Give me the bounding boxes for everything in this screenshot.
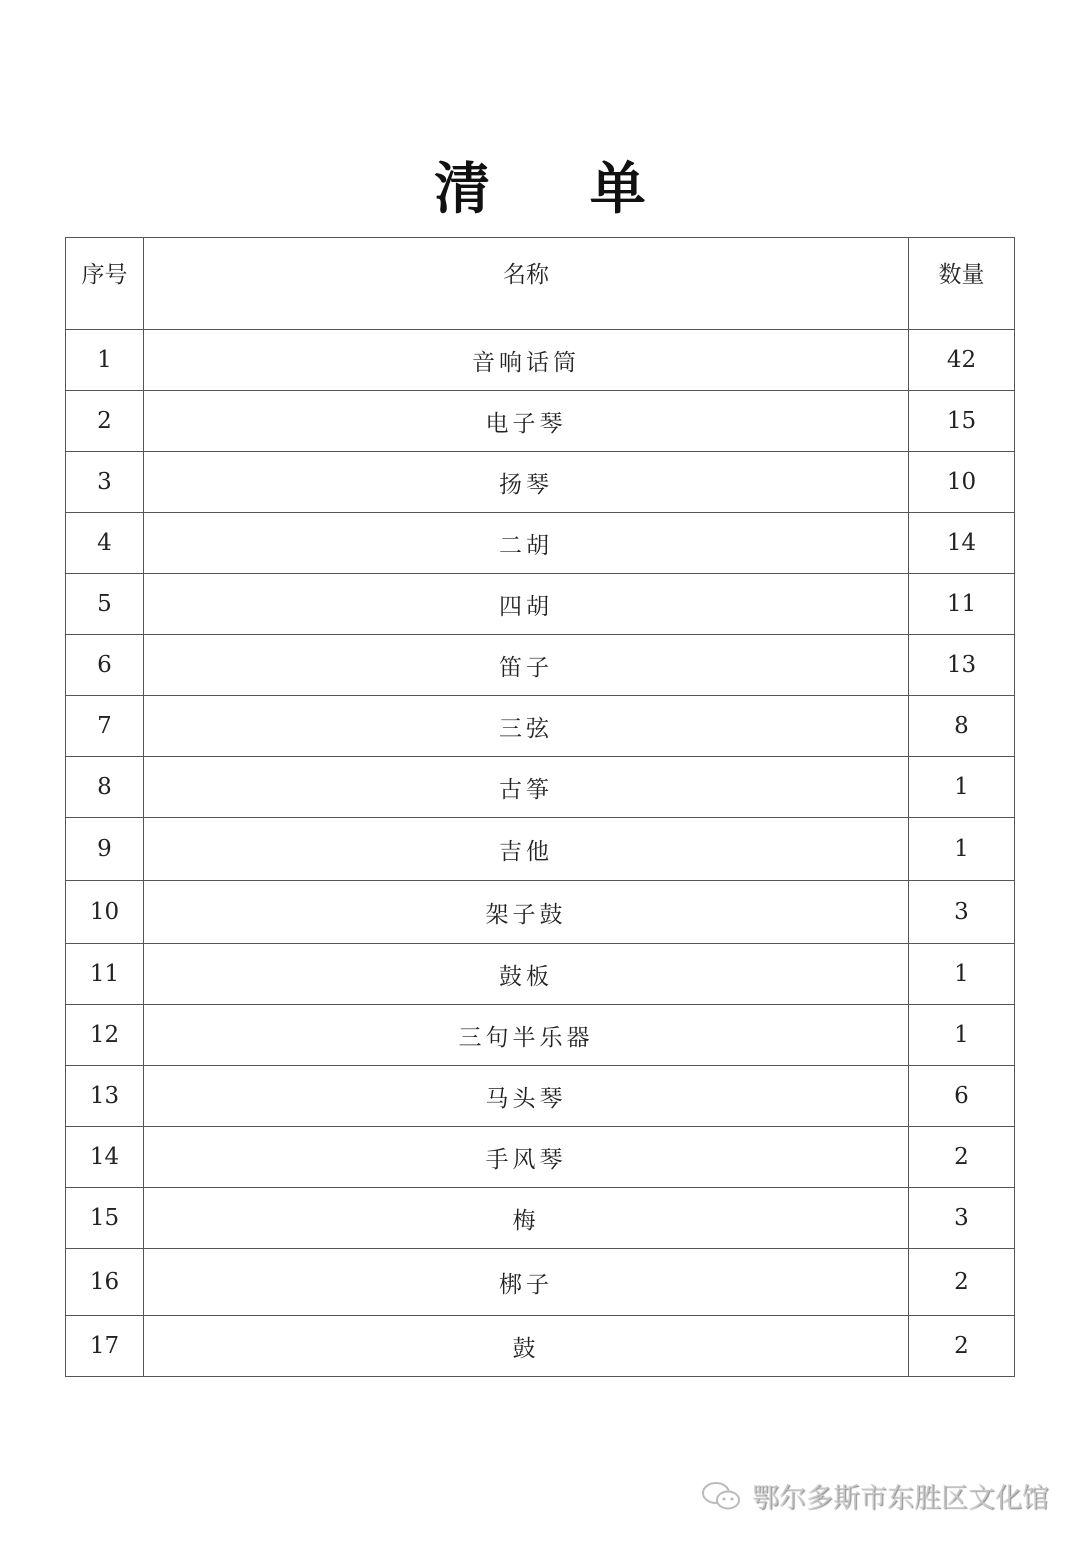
row-index: 7 [66, 696, 144, 757]
row-name: 鼓板 [144, 944, 909, 1005]
table-row [66, 452, 1015, 513]
row-quantity: 15 [909, 391, 1015, 452]
page-title: 清 单 [434, 156, 686, 222]
table-row [66, 330, 1015, 391]
table-row [66, 881, 1015, 944]
row-index: 12 [66, 1005, 144, 1066]
table-row [66, 1249, 1015, 1316]
row-name: 梅 [144, 1188, 909, 1249]
row-index: 6 [66, 635, 144, 696]
table-row [66, 574, 1015, 635]
row-quantity: 11 [909, 574, 1015, 635]
row-name: 古筝 [144, 757, 909, 818]
row-quantity: 10 [909, 452, 1015, 513]
header-name: 名称 [144, 238, 909, 330]
watermark [700, 1476, 1049, 1515]
table-row [66, 1188, 1015, 1249]
row-index: 16 [66, 1249, 144, 1316]
row-quantity: 6 [909, 1066, 1015, 1127]
row-quantity: 1 [909, 1005, 1015, 1066]
table-row [66, 391, 1015, 452]
table-row [66, 944, 1015, 1005]
row-name: 手风琴 [144, 1127, 909, 1188]
row-index: 3 [66, 452, 144, 513]
row-name: 二胡 [144, 513, 909, 574]
table-header-row [66, 238, 1015, 330]
row-name: 架子鼓 [144, 881, 909, 944]
row-name: 扬琴 [144, 452, 909, 513]
table-row [66, 1127, 1015, 1188]
row-name: 马头琴 [144, 1066, 909, 1127]
table-row [66, 1316, 1015, 1377]
row-name: 笛子 [144, 635, 909, 696]
row-name: 四胡 [144, 574, 909, 635]
row-quantity: 1 [909, 944, 1015, 1005]
row-index: 15 [66, 1188, 144, 1249]
table-row [66, 757, 1015, 818]
row-index: 9 [66, 818, 144, 881]
row-index: 14 [66, 1127, 144, 1188]
row-index: 13 [66, 1066, 144, 1127]
header-quantity: 数量 [909, 238, 1015, 330]
row-name: 梆子 [144, 1249, 909, 1316]
row-quantity: 13 [909, 635, 1015, 696]
wechat-icon [700, 1481, 744, 1511]
row-index: 4 [66, 513, 144, 574]
row-index: 1 [66, 330, 144, 391]
row-index: 17 [66, 1316, 144, 1377]
row-name: 三句半乐器 [144, 1005, 909, 1066]
table-row [66, 1005, 1015, 1066]
row-quantity: 14 [909, 513, 1015, 574]
row-name: 吉他 [144, 818, 909, 881]
table-row [66, 635, 1015, 696]
inventory-table [65, 237, 1015, 1377]
row-quantity: 3 [909, 881, 1015, 944]
row-quantity: 1 [909, 818, 1015, 881]
row-name: 音响话筒 [144, 330, 909, 391]
header-index: 序号 [66, 238, 144, 330]
row-name: 鼓 [144, 1316, 909, 1377]
row-quantity: 2 [909, 1316, 1015, 1377]
row-name: 电子琴 [144, 391, 909, 452]
table-row [66, 818, 1015, 881]
row-quantity: 2 [909, 1249, 1015, 1316]
row-index: 10 [66, 881, 144, 944]
row-quantity: 1 [909, 757, 1015, 818]
row-quantity: 2 [909, 1127, 1015, 1188]
watermark-text: 鄂尔多斯市东胜区文化馆 [752, 1483, 1049, 1514]
row-quantity: 3 [909, 1188, 1015, 1249]
row-index: 5 [66, 574, 144, 635]
row-index: 11 [66, 944, 144, 1005]
row-quantity: 8 [909, 696, 1015, 757]
table-row [66, 696, 1015, 757]
row-index: 2 [66, 391, 144, 452]
table-row [66, 1066, 1015, 1127]
row-name: 三弦 [144, 696, 909, 757]
row-quantity: 42 [909, 330, 1015, 391]
table-row [66, 513, 1015, 574]
row-index: 8 [66, 757, 144, 818]
